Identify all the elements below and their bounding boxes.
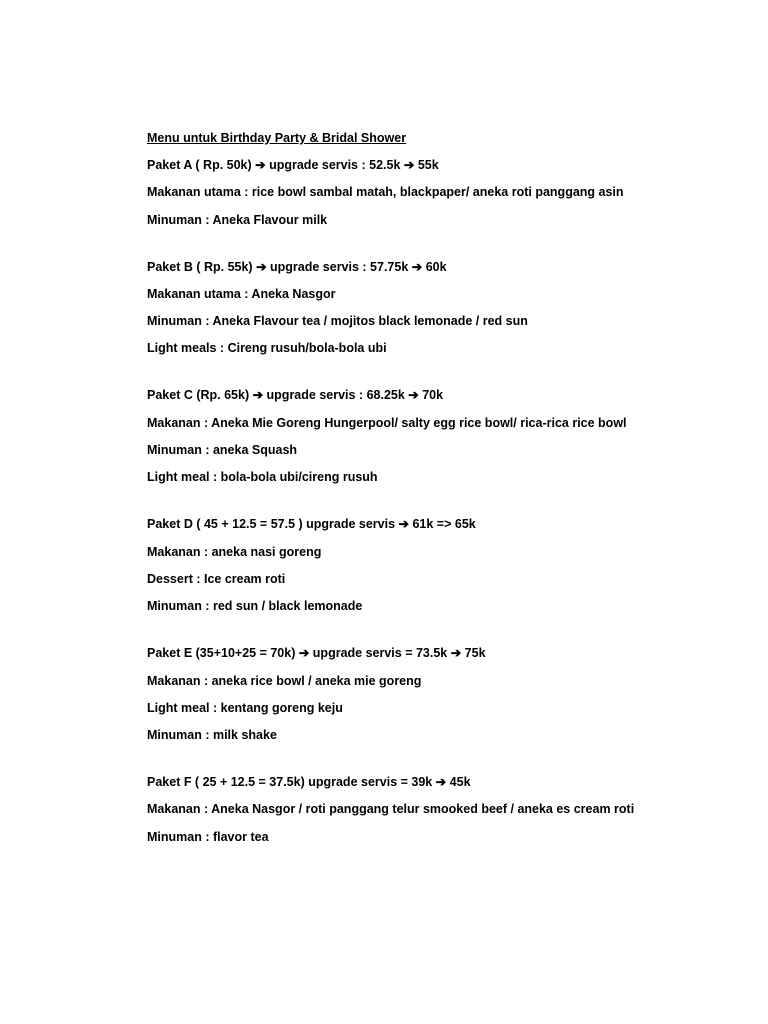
package-d-drink: Minuman : red sun / black lemonade — [147, 599, 363, 614]
package-c — [147, 385, 747, 487]
package-b-light-meal: Light meals : Cireng rusuh/bola-bola ubi — [147, 341, 387, 356]
package-d-header: Paket D ( 45 + 12.5 = 57.5 ) upgrade servis ➔ 61k => 65k — [147, 517, 476, 532]
document-title: Menu untuk Birthday Party & Bridal Shower — [147, 131, 407, 145]
package-c-drink: Minuman : aneka Squash — [147, 443, 298, 458]
package-a — [147, 155, 747, 230]
package-c-header: Paket C (Rp. 65k) ➔ upgrade servis : 68.25k ➔ 70k — [147, 388, 444, 403]
package-c-light-meal: Light meal : bola-bola ubi/cireng rusuh — [147, 470, 378, 485]
package-a-header: Paket A ( Rp. 50k) ➔ upgrade servis : 52.5k ➔ 55k — [147, 158, 439, 172]
package-b-header: Paket B ( Rp. 55k) ➔ upgrade servis : 57.75k ➔ 60k — [147, 259, 447, 274]
package-b-food: Makanan utama : Aneka Nasgor — [147, 286, 336, 301]
package-d — [147, 514, 747, 616]
package-e — [147, 643, 747, 745]
menu-document — [147, 128, 747, 854]
package-c-food: Makanan : Aneka Mie Goreng Hungerpool/ salty egg rice bowl/ rica-rica rice bowl — [147, 415, 627, 430]
package-b-drink: Minuman : Aneka Flavour tea / mojitos black lemonade / red sun — [147, 314, 528, 329]
package-f-drink: Minuman : flavor tea — [147, 829, 269, 844]
package-f — [147, 772, 747, 847]
package-a-drink: Minuman : Aneka Flavour milk — [147, 212, 328, 227]
package-f-food: Makanan : Aneka Nasgor / roti panggang telur smooked beef / aneka es cream roti — [147, 802, 635, 817]
package-b — [147, 257, 747, 359]
package-d-dessert: Dessert : Ice cream roti — [147, 571, 286, 586]
package-a-food: Makanan utama : rice bowl sambal matah, blackpaper/ aneka roti panggang asin — [147, 185, 624, 200]
package-d-food: Makanan : aneka nasi goreng — [147, 544, 322, 559]
package-e-drink: Minuman : milk shake — [147, 728, 277, 743]
package-e-header: Paket E (35+10+25 = 70k) ➔ upgrade servis = 73.5k ➔ 75k — [147, 646, 486, 661]
package-e-food: Makanan : aneka rice bowl / aneka mie goreng — [147, 673, 422, 688]
package-e-light-meal: Light meal : kentang goreng keju — [147, 700, 343, 715]
package-f-header: Paket F ( 25 + 12.5 = 37.5k) upgrade servis = 39k ➔ 45k — [147, 775, 471, 790]
